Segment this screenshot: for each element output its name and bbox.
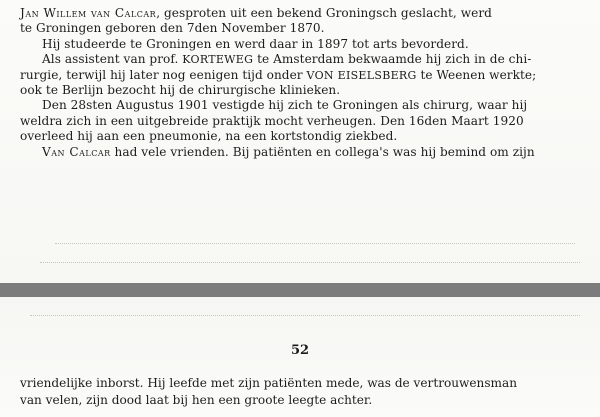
person-name: Van Calcar	[42, 144, 111, 159]
line-text: te Amsterdam bekwaamde hij zich in de chi-	[253, 52, 532, 67]
text-line-11: vriendelijke inborst. Hij leefde met zijn patiënten mede, was de vertrouwensman	[20, 376, 518, 390]
line-text: weldra zich in een uitgebreide praktijk mocht verheugen. Den 16den Maart 1920	[20, 113, 524, 128]
text-line-3	[20, 37, 590, 52]
line-text: Hij studeerde te Groningen en werd daar in 1897 tot arts bevorderd.	[42, 36, 469, 51]
scan-artifact-line	[55, 243, 575, 244]
text-line-10	[20, 145, 590, 160]
page-number: 52	[290, 343, 310, 358]
text-line-7	[20, 98, 590, 113]
scan-artifact-line	[30, 315, 580, 316]
scan-artifact-line	[40, 262, 580, 263]
line-text: te Weenen werkte;	[416, 67, 537, 82]
line-text: overleed hij aan een pneumonie, na een kortstondig ziekbed.	[20, 129, 398, 144]
line-text: had vele vrienden. Bij patiënten en collega's was hij bemind om zijn	[110, 144, 535, 159]
person-name: Jan Willem van Calcar	[20, 6, 157, 20]
text-line-8	[20, 114, 590, 129]
text-line-1	[20, 6, 590, 21]
continuation-paragraph	[20, 375, 590, 409]
text-line-9	[20, 129, 590, 144]
line-text: ook te Berlijn bezocht hij de chirurgische klinieken.	[20, 82, 341, 97]
line-text: Als assistent van prof.	[42, 52, 183, 67]
text-line-2	[20, 21, 590, 36]
text-line-4	[20, 52, 590, 67]
page-separator-band	[0, 283, 600, 297]
person-name: VON EISELSBERG	[306, 68, 417, 82]
text-line-5	[20, 68, 590, 83]
text-line-12: van velen, zijn dood laat bij hen een groote leegte achter.	[20, 393, 373, 407]
person-name: KORTEWEG	[182, 53, 254, 67]
line-text: Den 28sten Augustus 1901 vestigde hij zich te Groningen als chirurg, waar hij	[42, 98, 528, 113]
text-line-6	[20, 83, 590, 98]
line-text: rurgie, terwijl hij later nog eenigen tijd onder	[20, 67, 307, 82]
biography-paragraphs	[20, 6, 590, 160]
line-text: te Groningen geboren den 7den November 1870.	[20, 21, 325, 36]
line-text: , gesproten uit een bekend Groningsch geslacht, werd	[156, 6, 492, 20]
